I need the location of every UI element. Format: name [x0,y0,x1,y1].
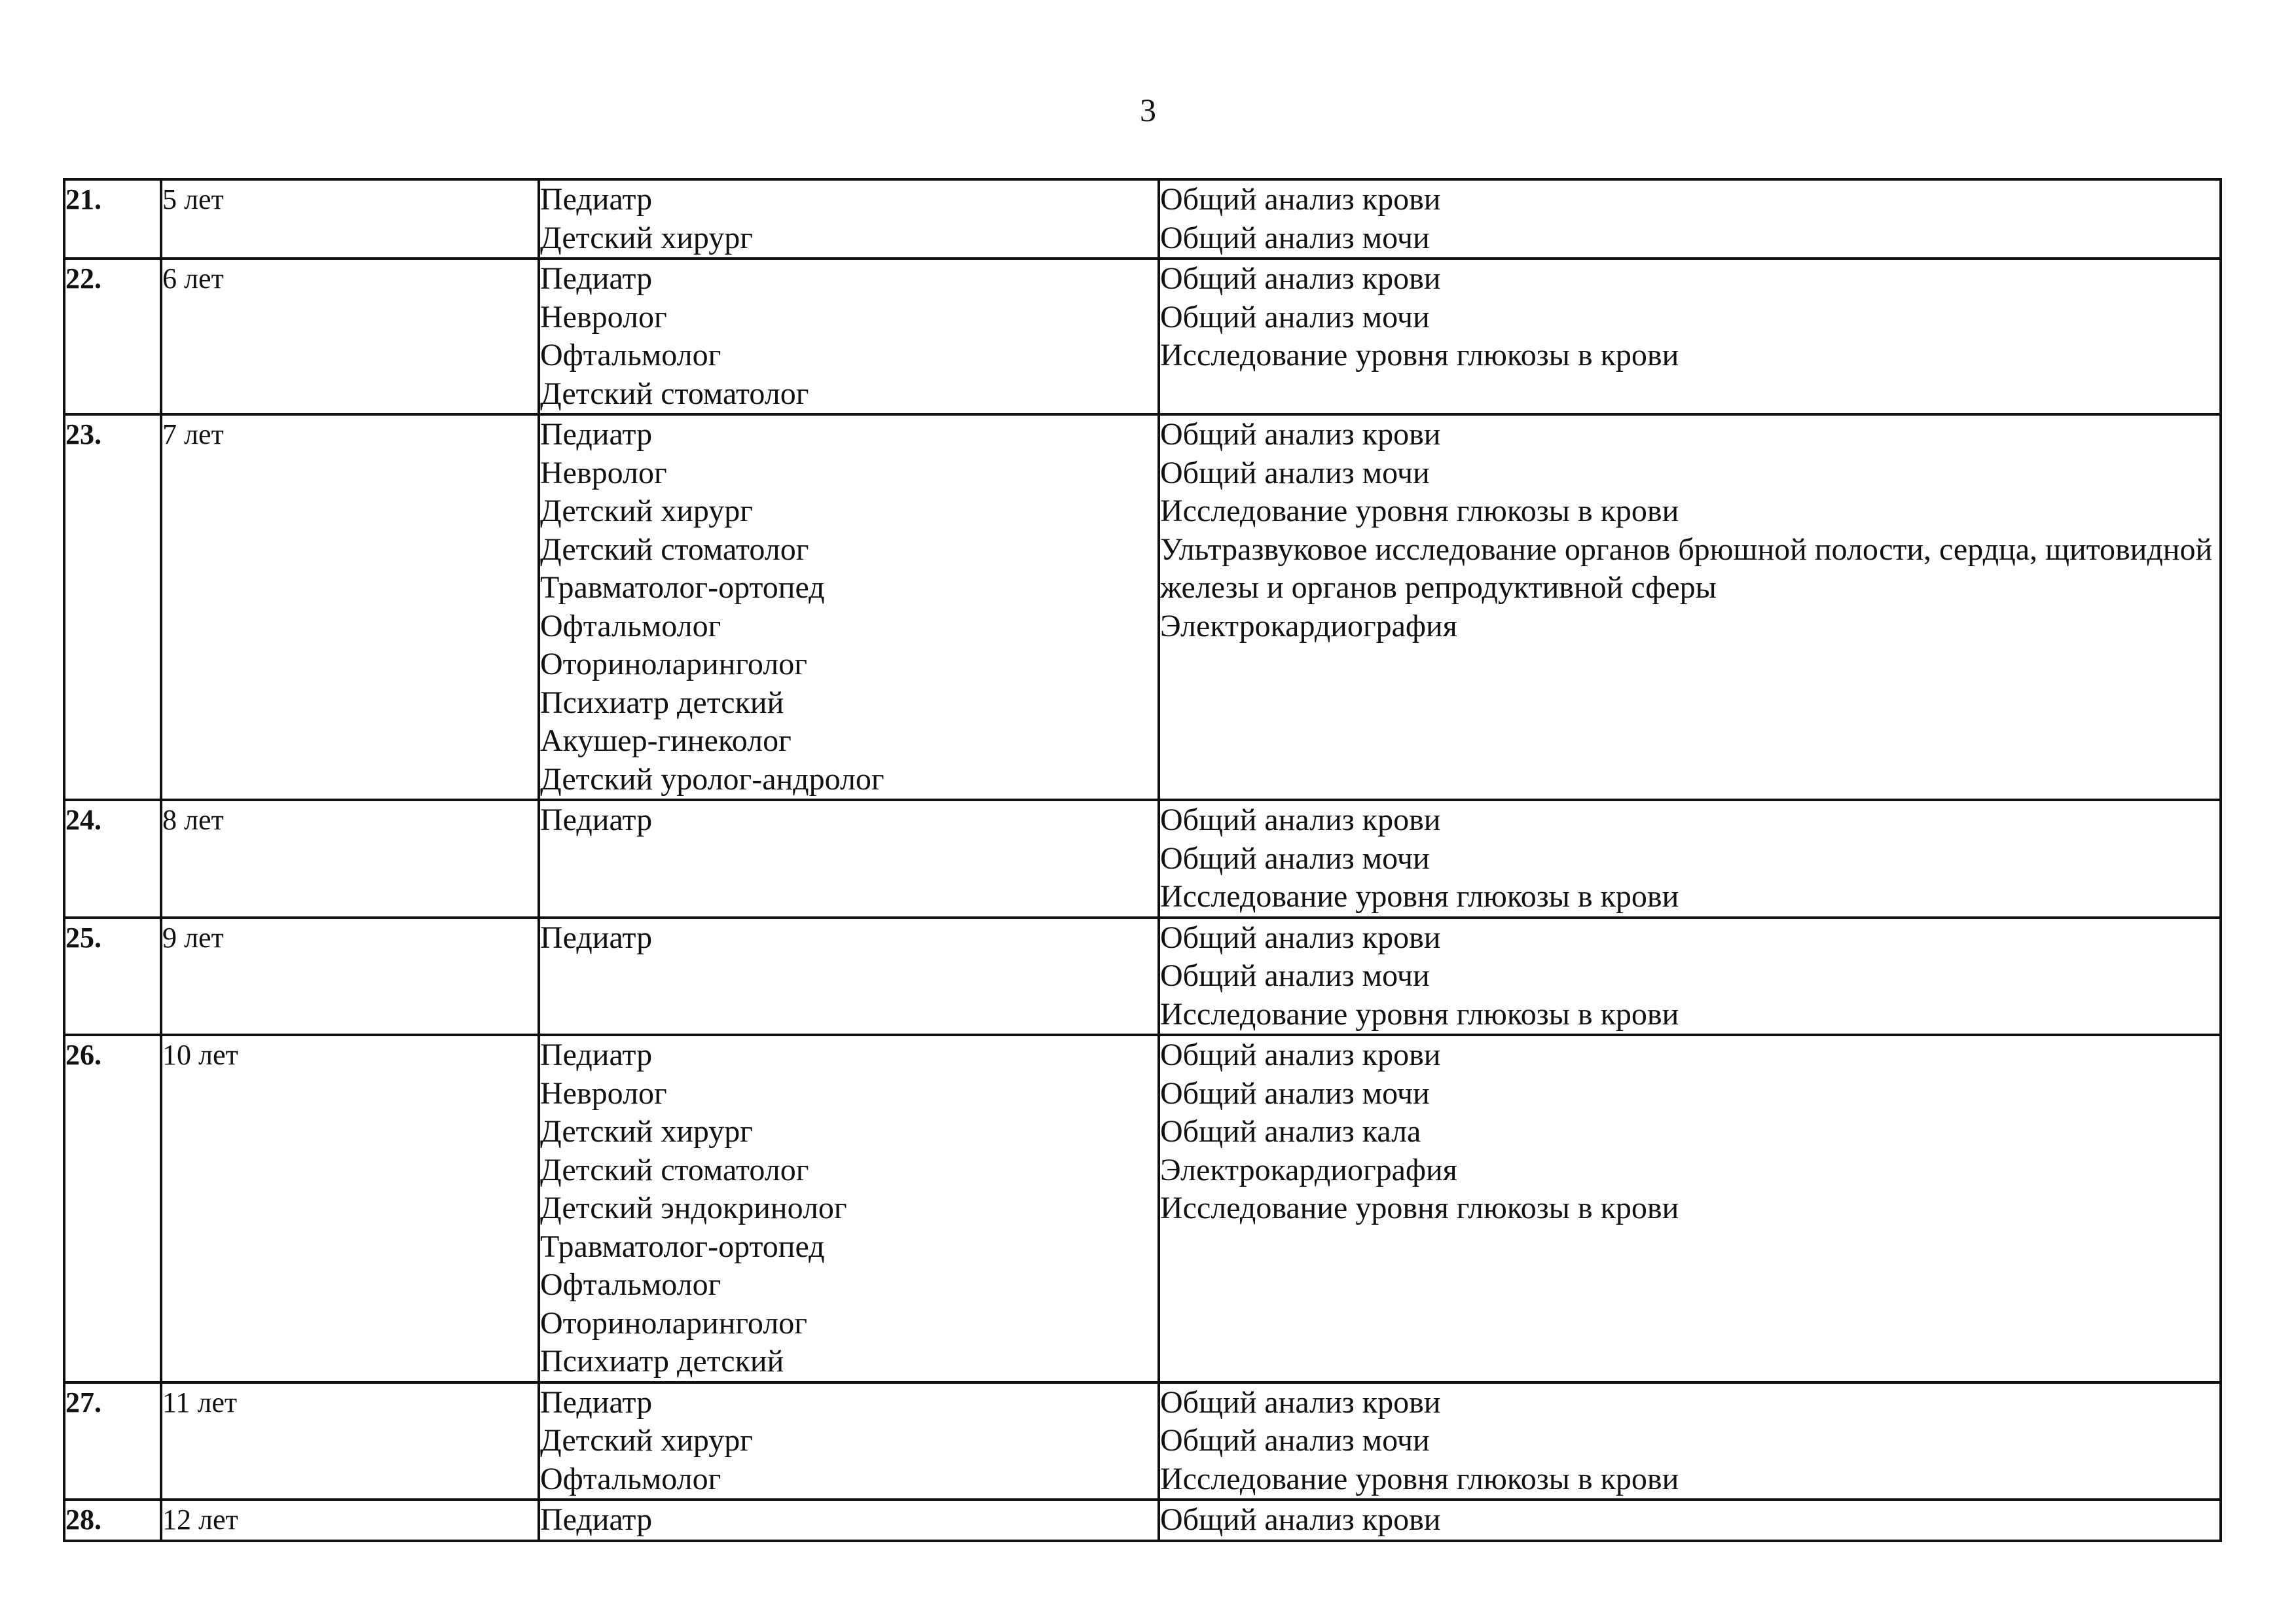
age-label: 8 лет [162,804,224,836]
row-number: 23. [65,418,101,450]
age-label: 9 лет [162,921,224,954]
table-row [64,259,2221,414]
tests-cell [1159,1382,2221,1500]
age-cell [161,179,539,259]
table-body [64,179,2221,1541]
test-item: Электрокардиография [1160,1152,1457,1187]
specialist-item: Детский хирург [540,1423,753,1458]
test-item: Исследование уровня глюкозы в крови [1160,879,1679,914]
row-number: 26. [65,1039,101,1071]
specialist-item: Травматолог-ортопед [540,570,825,605]
tests-cell [1159,414,2221,800]
table-row [64,800,2221,918]
age-cell [161,259,539,414]
test-item: Общий анализ мочи [1160,958,1430,993]
table-row [64,918,2221,1036]
tests-cell [1159,1500,2221,1541]
specialist-item: Невролог [540,455,667,490]
specialist-item: Детский стоматолог [540,532,809,567]
test-item: Общий анализ мочи [1160,840,1430,876]
test-item: Общий анализ крови [1160,261,1441,296]
tests-cell [1159,179,2221,259]
test-item: Исследование уровня глюкозы в крови [1160,338,1679,372]
test-item: Ультразвуковое исследование органов брюшной полости, сердца, щитовидной железы и органов репродуктивной сферы [1160,532,2213,605]
specialist-item: Акушер-гинеколог [540,723,792,758]
test-item: Общий анализ мочи [1160,220,1430,255]
test-item: Общий анализ крови [1160,920,1441,955]
row-number: 25. [65,921,101,954]
test-item: Общий анализ крови [1160,1502,1441,1537]
age-cell [161,1382,539,1500]
age-label: 12 лет [162,1504,238,1536]
examination-schedule-table [63,178,2222,1542]
row-number: 24. [65,804,101,836]
test-item: Общий анализ кала [1160,1114,1421,1149]
row-number-cell [64,1500,161,1541]
specialist-item: Офтальмолог [540,1461,721,1496]
age-cell [161,918,539,1036]
test-item: Общий анализ крови [1160,803,1441,837]
row-number: 27. [65,1386,101,1418]
test-item: Общий анализ крови [1160,417,1441,452]
specialist-item: Педиатр [540,1384,653,1420]
specialist-item: Педиатр [540,1502,653,1537]
specialist-item: Детский стоматолог [540,1152,809,1187]
age-label: 11 лет [162,1386,238,1418]
specialist-item: Офтальмолог [540,608,721,643]
test-item: Исследование уровня глюкозы в крови [1160,1191,1679,1225]
test-item: Общий анализ мочи [1160,455,1430,490]
specialist-item: Детский эндокринолог [540,1191,847,1225]
row-number: 28. [65,1504,101,1536]
specialists-cell [539,1035,1159,1382]
row-number-cell [64,179,161,259]
age-label: 6 лет [162,262,224,295]
age-label: 10 лет [162,1039,238,1071]
specialist-item: Педиатр [540,1038,653,1072]
row-number: 22. [65,262,101,295]
test-item: Общий анализ мочи [1160,1423,1430,1458]
age-cell [161,1500,539,1541]
test-item: Электрокардиография [1160,608,1457,643]
specialist-item: Детский хирург [540,1114,753,1149]
age-label: 7 лет [162,418,224,450]
age-cell [161,414,539,800]
specialist-item: Педиатр [540,182,653,217]
specialists-cell [539,1500,1159,1541]
specialist-item: Детский хирург [540,220,753,255]
specialist-item: Педиатр [540,261,653,296]
specialist-item: Психиатр детский [540,1344,784,1379]
tests-cell [1159,918,2221,1036]
age-cell [161,800,539,918]
specialist-item: Психиатр детский [540,685,784,720]
specialist-item: Невролог [540,1075,667,1111]
test-item: Исследование уровня глюкозы в крови [1160,996,1679,1032]
test-item: Общий анализ крови [1160,1384,1441,1420]
table-row [64,1035,2221,1382]
test-item: Общий анализ крови [1160,182,1441,217]
table-row [64,1382,2221,1500]
specialist-item: Невролог [540,299,667,334]
row-number-cell [64,414,161,800]
row-number-cell [64,259,161,414]
specialists-cell [539,414,1159,800]
row-number-cell [64,1035,161,1382]
specialists-cell [539,179,1159,259]
tests-cell [1159,1035,2221,1382]
tests-cell [1159,259,2221,414]
test-item: Общий анализ мочи [1160,299,1430,334]
specialist-item: Детский стоматолог [540,376,809,411]
test-item: Общий анализ крови [1160,1038,1441,1072]
age-cell [161,1035,539,1382]
row-number-cell [64,800,161,918]
specialist-item: Педиатр [540,803,653,837]
table-row [64,179,2221,259]
specialist-item: Офтальмолог [540,1267,721,1302]
row-number-cell [64,1382,161,1500]
specialist-item: Оториноларинголог [540,647,807,681]
specialists-cell [539,1382,1159,1500]
test-item: Исследование уровня глюкозы в крови [1160,494,1679,528]
specialists-cell [539,259,1159,414]
specialists-cell [539,918,1159,1036]
specialists-cell [539,800,1159,918]
tests-cell [1159,800,2221,918]
test-item: Общий анализ мочи [1160,1075,1430,1111]
page-number: 3 [1140,92,1156,128]
test-item: Исследование уровня глюкозы в крови [1160,1461,1679,1496]
row-number-cell [64,918,161,1036]
specialist-item: Офтальмолог [540,338,721,372]
row-number: 21. [65,183,101,215]
specialist-item: Детский уролог-андролог [540,761,884,797]
table-row [64,1500,2221,1541]
age-label: 5 лет [162,183,224,215]
specialist-item: Травматолог-ортопед [540,1229,825,1264]
table-row [64,414,2221,800]
specialist-item: Детский хирург [540,494,753,528]
specialist-item: Оториноларинголог [540,1305,807,1341]
specialist-item: Педиатр [540,417,653,452]
specialist-item: Педиатр [540,920,653,955]
